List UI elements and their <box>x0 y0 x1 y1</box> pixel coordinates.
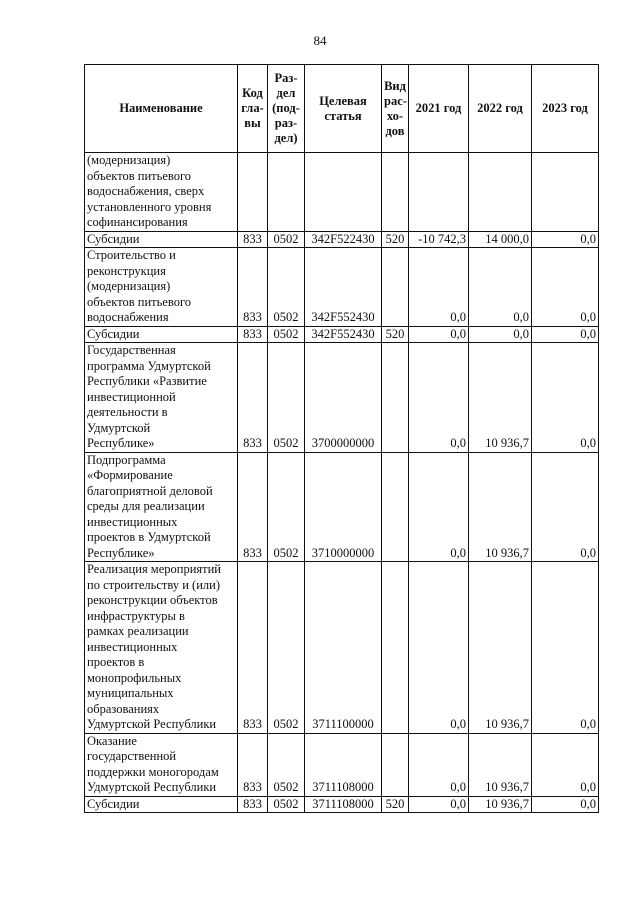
row-expense-type <box>382 733 409 796</box>
row-value-2022: 0,0 <box>469 248 532 327</box>
row-chapter-code: 833 <box>238 231 268 248</box>
row-value-2021: 0,0 <box>409 452 469 562</box>
row-value-2021: 0,0 <box>409 343 469 453</box>
row-target-article: 342F552430 <box>305 326 382 343</box>
row-expense-type: 520 <box>382 796 409 813</box>
row-target-article: 3711108000 <box>305 733 382 796</box>
row-chapter-code: 833 <box>238 562 268 734</box>
row-value-2022: 0,0 <box>469 326 532 343</box>
row-target-article: 3710000000 <box>305 452 382 562</box>
row-chapter-code: 833 <box>238 452 268 562</box>
row-target-article <box>305 153 382 232</box>
row-section: 0502 <box>268 326 305 343</box>
table-row <box>85 796 599 813</box>
page-number: 84 <box>313 33 327 48</box>
budget-table <box>84 64 599 813</box>
header-year-2021: 2021 год <box>409 65 469 153</box>
row-section: 0502 <box>268 796 305 813</box>
row-value-2023 <box>532 153 599 232</box>
row-value-2023: 0,0 <box>532 248 599 327</box>
header-section: Раз- дел (под- раз- дел) <box>268 65 305 153</box>
row-value-2022: 10 936,7 <box>469 562 532 734</box>
row-name: Реализация мероприятий по строительству и (или) реконструкции объектов инфраструктуры в рамках реализации инвестиционных проектов в монопрофильных муниципальных образованиях Удмуртской Республики <box>85 562 238 734</box>
row-name: Оказание государственной поддержки моногородам Удмуртской Республики <box>85 733 238 796</box>
row-value-2021 <box>409 153 469 232</box>
row-value-2022 <box>469 153 532 232</box>
table-row <box>85 562 599 734</box>
row-section: 0502 <box>268 452 305 562</box>
row-value-2021: -10 742,3 <box>409 231 469 248</box>
header-expense-type: Вид рас- хо- дов <box>382 65 409 153</box>
row-value-2022: 10 936,7 <box>469 343 532 453</box>
header-row <box>85 65 599 153</box>
header-target-article: Целевая статья <box>305 65 382 153</box>
table-body <box>85 153 599 813</box>
row-value-2023: 0,0 <box>532 326 599 343</box>
row-value-2022: 10 936,7 <box>469 452 532 562</box>
row-value-2023: 0,0 <box>532 343 599 453</box>
row-value-2021: 0,0 <box>409 248 469 327</box>
table-row <box>85 248 599 327</box>
table-row <box>85 153 599 232</box>
row-target-article: 342F522430 <box>305 231 382 248</box>
header-chapter-code: Код гла- вы <box>238 65 268 153</box>
row-name: Субсидии <box>85 326 238 343</box>
row-chapter-code: 833 <box>238 796 268 813</box>
row-value-2023: 0,0 <box>532 452 599 562</box>
row-value-2023: 0,0 <box>532 562 599 734</box>
row-name: Строительство и реконструкция (модернизация) объектов питьевого водоснабжения <box>85 248 238 327</box>
row-section: 0502 <box>268 231 305 248</box>
row-section: 0502 <box>268 343 305 453</box>
row-expense-type <box>382 248 409 327</box>
row-name: (модернизация) объектов питьевого водоснабжения, сверх установленного уровня софинансирования <box>85 153 238 232</box>
row-value-2023: 0,0 <box>532 231 599 248</box>
row-target-article: 3700000000 <box>305 343 382 453</box>
row-value-2021: 0,0 <box>409 562 469 734</box>
row-value-2022: 14 000,0 <box>469 231 532 248</box>
row-name: Государственная программа Удмуртской Республики «Развитие инвестиционной деятельности в Удмуртской Республике» <box>85 343 238 453</box>
row-value-2021: 0,0 <box>409 796 469 813</box>
header-name: Наименование <box>85 65 238 153</box>
row-chapter-code <box>238 153 268 232</box>
row-expense-type: 520 <box>382 231 409 248</box>
row-value-2021: 0,0 <box>409 326 469 343</box>
table-row <box>85 231 599 248</box>
table-row <box>85 733 599 796</box>
row-expense-type <box>382 452 409 562</box>
row-name: Подпрограмма «Формирование благоприятной деловой среды для реализации инвестиционных проектов в Удмуртской Республике» <box>85 452 238 562</box>
row-name: Субсидии <box>85 231 238 248</box>
table-row <box>85 452 599 562</box>
row-expense-type <box>382 153 409 232</box>
row-section: 0502 <box>268 248 305 327</box>
row-section: 0502 <box>268 562 305 734</box>
table-row <box>85 326 599 343</box>
table-row <box>85 343 599 453</box>
row-section: 0502 <box>268 733 305 796</box>
row-expense-type <box>382 343 409 453</box>
row-value-2021: 0,0 <box>409 733 469 796</box>
row-section <box>268 153 305 232</box>
row-chapter-code: 833 <box>238 733 268 796</box>
row-chapter-code: 833 <box>238 343 268 453</box>
row-value-2022: 10 936,7 <box>469 733 532 796</box>
row-chapter-code: 833 <box>238 248 268 327</box>
row-chapter-code: 833 <box>238 326 268 343</box>
row-name: Субсидии <box>85 796 238 813</box>
row-value-2023: 0,0 <box>532 796 599 813</box>
header-year-2023: 2023 год <box>532 65 599 153</box>
row-target-article: 3711108000 <box>305 796 382 813</box>
row-expense-type: 520 <box>382 326 409 343</box>
row-target-article: 342F552430 <box>305 248 382 327</box>
header-year-2022: 2022 год <box>469 65 532 153</box>
row-target-article: 3711100000 <box>305 562 382 734</box>
row-value-2022: 10 936,7 <box>469 796 532 813</box>
row-expense-type <box>382 562 409 734</box>
row-value-2023: 0,0 <box>532 733 599 796</box>
